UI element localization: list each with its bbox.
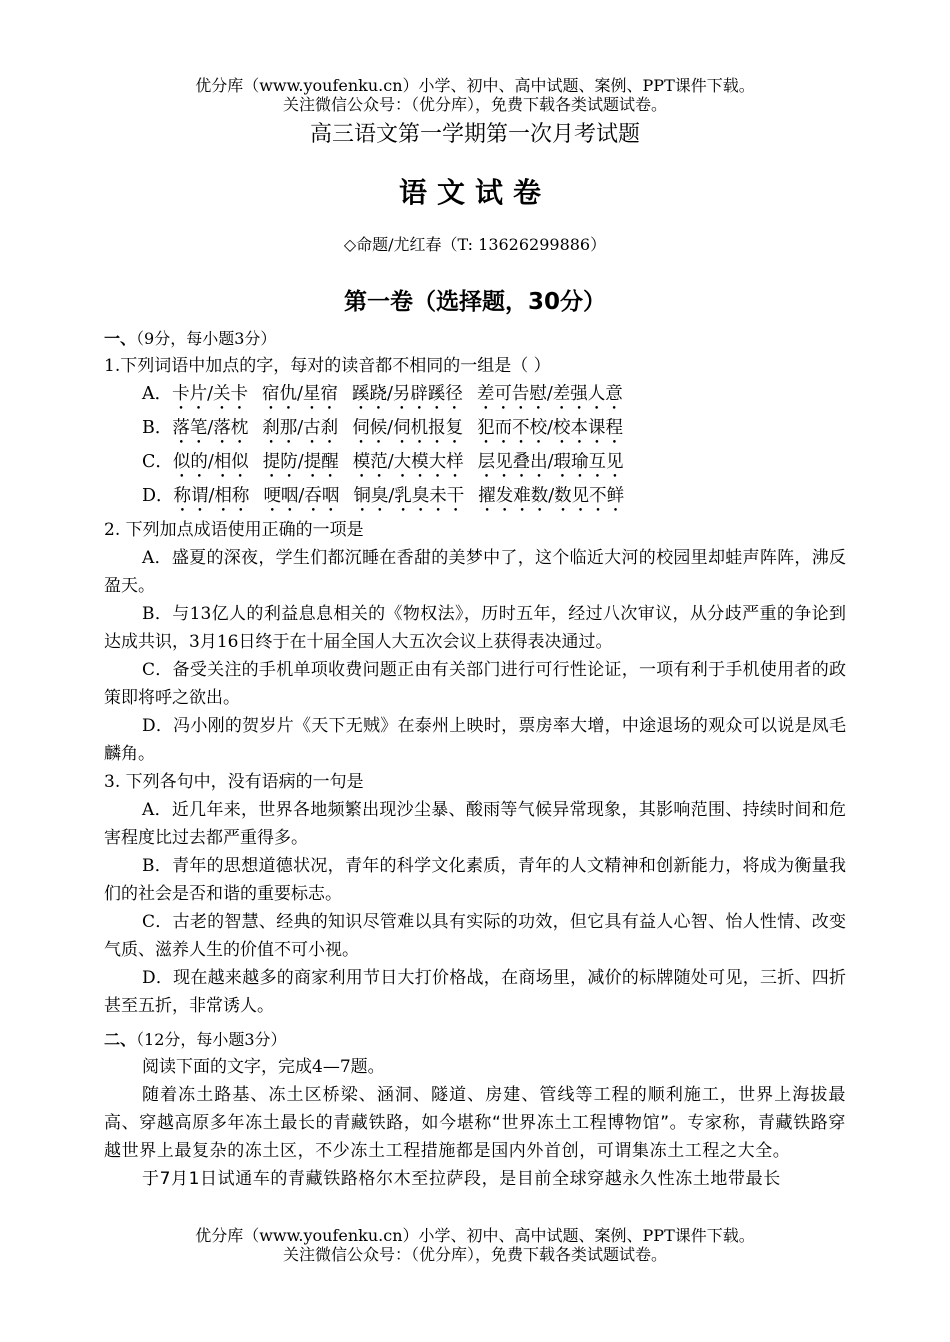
question-2-option-c: C．备受关注的手机单项收费问题正由有关部门进行可行性论证，一项有利于手机使用者的政策即将呼之欲出。 bbox=[104, 660, 846, 708]
option-label: D． bbox=[142, 486, 174, 506]
volume-title: 第一卷（选择题，30分） bbox=[343, 289, 606, 315]
word-group: 哽咽/吞咽 bbox=[263, 486, 340, 506]
word-group: 似的/相似 bbox=[172, 452, 249, 472]
question-3-option-a: A．近几年来，世界各地频繁出现沙尘暴、酸雨等气候异常现象，其影响范围、持续时间和危害程度比过去都严重得多。 bbox=[104, 800, 846, 848]
word-group: 擢发难数/数见不鲜 bbox=[478, 486, 625, 506]
word-group: 落笔/落枕 bbox=[172, 418, 249, 438]
question-2-option-a: A．盛夏的深夜，学生们都沉睡在香甜的美梦中了，这个临近大河的校园里却蛙声阵阵，沸反盈天。 bbox=[104, 548, 846, 596]
word-group: 犯而不校/校本课程 bbox=[477, 418, 623, 438]
question-1-option-c bbox=[104, 448, 846, 482]
option-label: B． bbox=[142, 418, 173, 438]
question-2-option-d: D．冯小刚的贺岁片《天下无贼》在泰州上映时，票房率大增，中途退场的观众可以说是凤毛麟角。 bbox=[104, 716, 846, 764]
section-1-heading bbox=[104, 325, 846, 352]
section-2-number: 二、 bbox=[104, 1030, 137, 1049]
question-3-option-c: C．古老的智慧、经典的知识尽管难以具有实际的功效，但它具有益人心智、怡人性情、改变气质、滋养人生的价值不可小视。 bbox=[104, 912, 846, 960]
question-2-option-b: B．与13亿人的利益息息相关的《物权法》，历时五年，经过八次审议，从分歧严重的争论到达成共识，3月16日终于在十届全国人大五次会议上获得表决通过。 bbox=[104, 604, 846, 652]
word-group: 卡片/关卡 bbox=[172, 384, 249, 404]
question-3-option-d: D．现在越来越多的商家利用节日大打价格战，在商场里，减价的标牌随处可见，三折、四折甚至五折，非常诱人。 bbox=[104, 968, 846, 1016]
footer-line-2: 关注微信公众号：（优分库），免费下载各类试题试卷。 bbox=[282, 1245, 667, 1264]
reading-passage-paragraph-1: 随着冻土路基、冻土区桥梁、涵洞、隧道、房建、管线等工程的顺利施工，世界上海拔最高、穿越高原多年冻土最长的青藏铁路，如今堪称“世界冻土工程博物馆”。专家称，青藏铁路穿越世界上最复杂的冻土区，不少冻土工程措施都是国内外首创，可谓集冻土工程之大全。 bbox=[104, 1085, 846, 1161]
question-2-stem: 2. 下列加点成语使用正确的一项是 bbox=[104, 520, 364, 540]
word-group: 差可告慰/差强人意 bbox=[476, 384, 623, 404]
footer-line-1: 优分库（www.youfenku.cn）小学、初中、高中试题、案例、PPT课件下载。 bbox=[195, 1226, 755, 1245]
header-line-2: 关注微信公众号：（优分库），免费下载各类试题试卷。 bbox=[282, 95, 667, 114]
word-group: 铜臭/乳臭未干 bbox=[353, 486, 465, 506]
word-group: 称谓/相称 bbox=[173, 486, 250, 506]
word-group: 提防/提醒 bbox=[262, 452, 339, 472]
section-2-heading bbox=[104, 1026, 846, 1053]
option-label: A． bbox=[142, 384, 173, 404]
section-1-note: （9分，每小题3分） bbox=[136, 329, 277, 348]
question-1-stem: 1.下列词语中加点的字，每对的读音都不相同的一组是（ ） bbox=[104, 356, 551, 376]
reading-passage-paragraph-2: 于7月1日试通车的青藏铁路格尔木至拉萨段，是目前全球穿越永久性冻土地带最长 bbox=[142, 1169, 781, 1189]
section-1-number: 一、 bbox=[104, 329, 137, 348]
header-line-1: 优分库（www.youfenku.cn）小学、初中、高中试题、案例、PPT课件下载。 bbox=[195, 76, 755, 95]
author-line: ◇命题/尤红春（T: 13626299886） bbox=[343, 235, 607, 254]
option-label: C． bbox=[142, 452, 173, 472]
word-group: 层见叠出/瑕瑜互见 bbox=[477, 452, 624, 472]
word-group: 宿仇/星宿 bbox=[262, 384, 338, 404]
word-group: 蹊跷/另辟蹊径 bbox=[351, 384, 463, 404]
section-2-note: （12分，每小题3分） bbox=[136, 1030, 287, 1049]
word-group: 刹那/古刹 bbox=[262, 418, 339, 438]
question-1-option-d bbox=[104, 482, 846, 516]
word-group: 伺候/伺机报复 bbox=[352, 418, 464, 438]
page-header bbox=[0, 76, 950, 114]
reading-instruction: 阅读下面的文字，完成4—7题。 bbox=[142, 1057, 385, 1077]
word-group: 模范/大模大样 bbox=[352, 452, 464, 472]
question-1-option-b bbox=[104, 414, 846, 448]
question-1-option-a bbox=[104, 380, 846, 414]
question-3-stem: 3. 下列各句中，没有语病的一句是 bbox=[104, 772, 364, 792]
paper-title: 语文试卷 bbox=[398, 176, 551, 209]
question-3-option-b: B．青年的思想道德状况，青年的科学文化素质，青年的人文精神和创新能力，将成为衡量我们的社会是否和谐的重要标志。 bbox=[104, 856, 846, 904]
exam-title: 高三语文第一学期第一次月考试题 bbox=[309, 122, 640, 147]
page-footer bbox=[0, 1226, 950, 1264]
document-body bbox=[104, 119, 846, 1193]
